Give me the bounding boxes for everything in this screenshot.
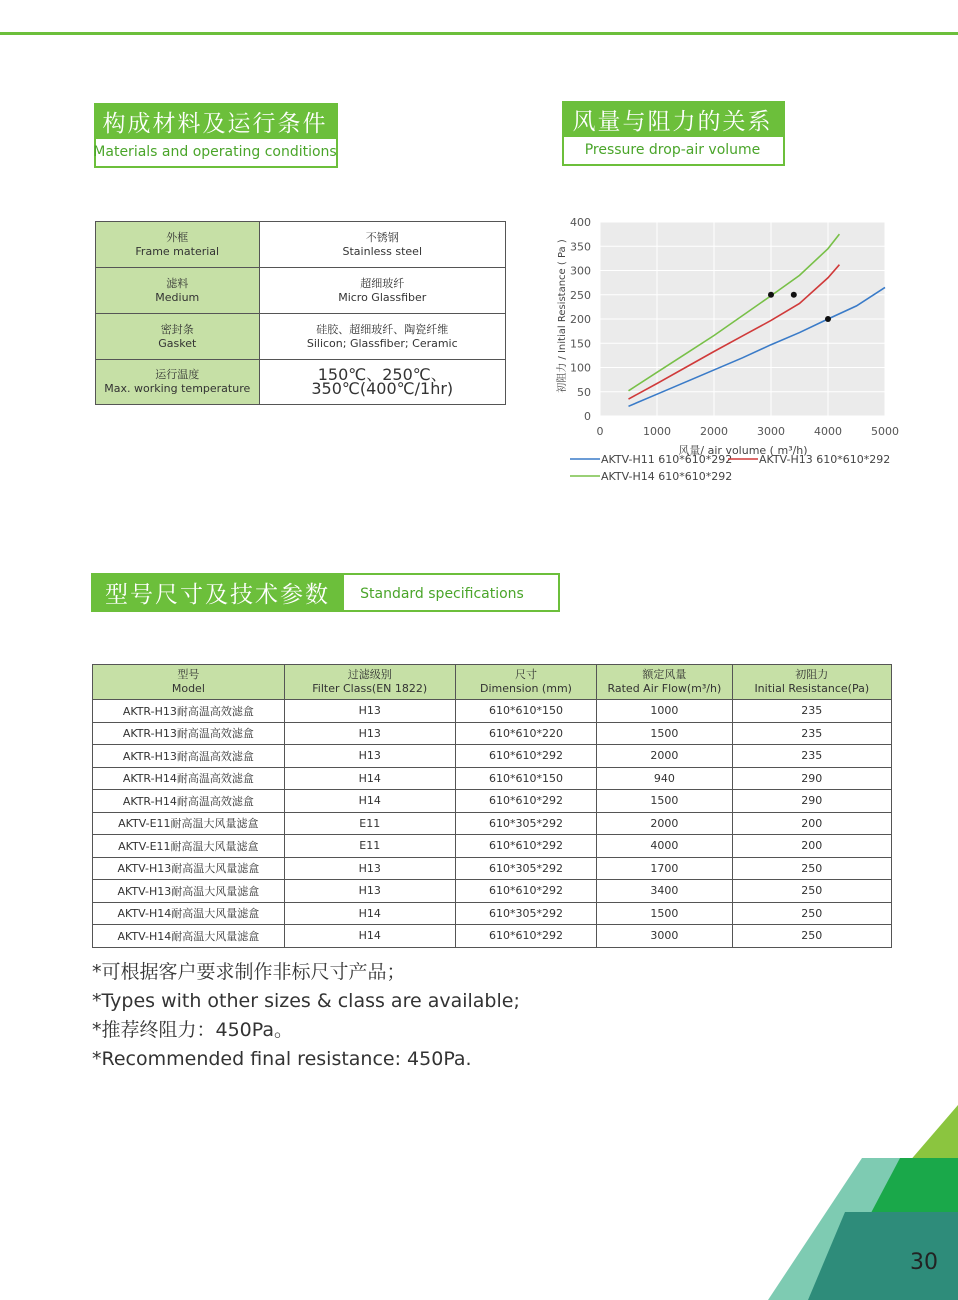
cell-flow: 1500	[597, 790, 732, 813]
cell-dimension: 610*305*292	[455, 812, 596, 835]
cell-resistance: 235	[732, 722, 891, 745]
x-tick-label: 1000	[643, 425, 671, 438]
x-tick-label: 3000	[757, 425, 785, 438]
y-tick-label: 200	[570, 313, 591, 326]
cell-class: H13	[284, 722, 455, 745]
cell-resistance: 250	[732, 857, 891, 880]
x-tick-label: 4000	[814, 425, 842, 438]
cell-model: AKTR-H13耐高温高效滤盒	[93, 700, 285, 723]
cell-flow: 1700	[597, 857, 732, 880]
cell-model: AKTR-H13耐高温高效滤盒	[93, 745, 285, 768]
cell-resistance: 290	[732, 790, 891, 813]
y-tick-label: 50	[577, 385, 591, 399]
cell-flow: 4000	[597, 835, 732, 858]
cell-class: H13	[284, 745, 455, 768]
note-custom-en: *Types with other sizes & class are available;	[92, 990, 520, 1012]
frame-label: 外框 Frame material	[96, 222, 260, 268]
temperature-label: 运行温度 Max. working temperature	[96, 360, 260, 405]
pressure-header-en: Pressure drop-air volume	[584, 141, 761, 158]
cell-class: H14	[284, 767, 455, 790]
cell-flow: 1000	[597, 700, 732, 723]
col-resistance: 初阻力 Initial Resistance(Pa)	[732, 665, 891, 700]
medium-label: 滤料 Medium	[96, 268, 260, 314]
gasket-value: 硅胶、超细玻纤、陶瓷纤维 Silicon; Glassfiber; Ceramic	[259, 314, 505, 360]
cell-dimension: 610*610*292	[455, 790, 596, 813]
col-dimension: 尺寸 Dimension (mm)	[455, 665, 596, 700]
cell-class: H13	[284, 857, 455, 880]
x-tick-label: 2000	[700, 425, 728, 438]
y-tick-label: 400	[570, 216, 591, 229]
cell-class: E11	[284, 835, 455, 858]
gasket-label: 密封条 Gasket	[96, 314, 260, 360]
cell-dimension: 610*305*292	[455, 902, 596, 925]
cell-dimension: 610*610*220	[455, 722, 596, 745]
cell-class: H13	[284, 880, 455, 903]
cell-class: H14	[284, 925, 455, 948]
legend-label-2: AKTV-H13 610*610*292	[759, 453, 891, 466]
cell-model: AKTV-H13耐高温大风量滤盒	[93, 880, 285, 903]
cell-flow: 1500	[597, 902, 732, 925]
cell-flow: 3000	[597, 925, 732, 948]
cell-resistance: 290	[732, 767, 891, 790]
cell-model: AKTR-H14耐高温高效滤盒	[93, 767, 285, 790]
cell-dimension: 610*610*292	[455, 880, 596, 903]
page-number: 30	[910, 1250, 938, 1275]
cell-flow: 940	[597, 767, 732, 790]
cell-dimension: 610*610*292	[455, 835, 596, 858]
col-filter-class: 过滤级别 Filter Class(EN 1822)	[284, 665, 455, 700]
y-tick-label: 100	[570, 361, 591, 375]
cell-flow: 1500	[597, 722, 732, 745]
cell-resistance: 250	[732, 925, 891, 948]
cell-model: AKTV-E11耐高温大风量滤盒	[93, 812, 285, 835]
materials-header-en: Materials and operating conditions	[93, 143, 337, 160]
cell-flow: 2000	[597, 745, 732, 768]
cell-class: H13	[284, 700, 455, 723]
cell-resistance: 200	[732, 812, 891, 835]
note-final-en: *Recommended final resistance: 450Pa.	[92, 1048, 472, 1070]
y-tick-label: 300	[570, 264, 591, 278]
y-tick-label: 0	[584, 410, 591, 423]
cell-flow: 3400	[597, 880, 732, 903]
cell-model: AKTR-H14耐高温高效滤盒	[93, 790, 285, 813]
cell-class: H14	[284, 902, 455, 925]
x-tick-label: 5000	[871, 425, 899, 438]
cell-model: AKTR-H13耐高温高效滤盒	[93, 722, 285, 745]
pressure-header-cn: 风量与阻力的关系	[562, 101, 783, 137]
legend-label-1: AKTV-H11 610*610*292	[601, 453, 733, 466]
cell-resistance: 235	[732, 700, 891, 723]
note-custom-cn: *可根据客户要求制作非标尺寸产品；	[92, 961, 406, 983]
y-tick-label: 350	[570, 240, 591, 254]
cell-resistance: 250	[732, 902, 891, 925]
cell-dimension: 610*610*292	[455, 745, 596, 768]
x-axis-label: 风量/ air volume ( m³/h)	[678, 444, 808, 457]
spec-header-cn: 型号尺寸及技术参数	[91, 573, 344, 612]
medium-value: 超细玻纤 Micro Glassfiber	[259, 268, 505, 314]
cell-dimension: 610*610*150	[455, 767, 596, 790]
cell-dimension: 610*610*150	[455, 700, 596, 723]
cell-class: H14	[284, 790, 455, 813]
col-air-flow: 额定风量 Rated Air Flow(m³/h)	[597, 665, 732, 700]
col-model: 型号 Model	[93, 665, 285, 700]
cell-class: E11	[284, 812, 455, 835]
legend-label-3: AKTV-H14 610*610*292	[601, 470, 733, 483]
cell-dimension: 610*610*292	[455, 925, 596, 948]
cell-model: AKTV-H14耐高温大风量滤盒	[93, 902, 285, 925]
cell-dimension: 610*305*292	[455, 857, 596, 880]
spec-header-en: Standard specifications	[360, 585, 524, 602]
cell-resistance: 250	[732, 880, 891, 903]
cell-flow: 2000	[597, 812, 732, 835]
cell-model: AKTV-H13耐高温大风量滤盒	[93, 857, 285, 880]
frame-value: 不锈钢 Stainless steel	[259, 222, 505, 268]
y-tick-label: 250	[570, 288, 591, 302]
x-tick-label: 0	[596, 425, 604, 438]
temperature-value: 150℃、250℃、350℃(400℃/1hr)	[259, 360, 505, 405]
note-final-cn: *推荐终阻力：450Pa。	[92, 1019, 294, 1041]
y-axis-label: 初阻力 / Initial Resistance ( Pa )	[557, 239, 568, 393]
cell-resistance: 200	[732, 835, 891, 858]
cell-model: AKTV-E11耐高温大风量滤盒	[93, 835, 285, 858]
y-tick-label: 150	[570, 337, 591, 351]
cell-model: AKTV-H14耐高温大风量滤盒	[93, 925, 285, 948]
materials-header-cn: 构成材料及运行条件	[94, 103, 336, 139]
cell-resistance: 235	[732, 745, 891, 768]
